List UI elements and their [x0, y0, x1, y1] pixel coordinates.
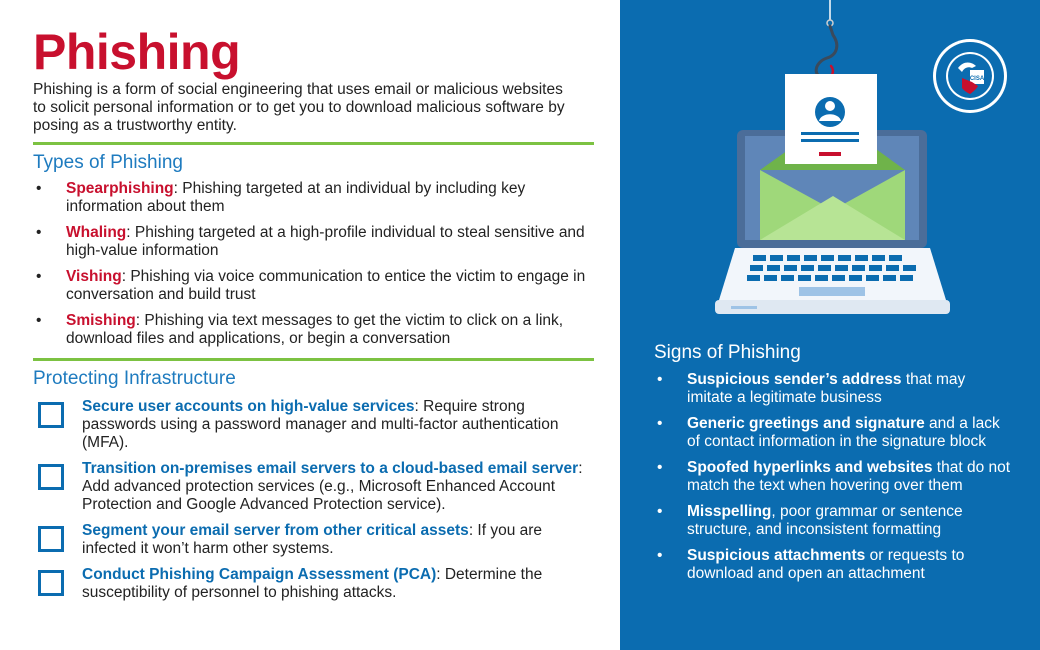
protect-desc: : Add advanced protection services (e.g., Microsoft Enhanced Account Protection and Google Advanced Protection service).	[82, 460, 583, 513]
type-desc: : Phishing via voice communication to entice the victim to engage in conversation and build trust	[66, 268, 586, 303]
bullet: •	[657, 503, 663, 520]
protect-heading: Protecting Infrastructure	[33, 368, 236, 389]
protect-desc: : If you are infected it won’t harm other systems.	[82, 522, 543, 557]
list-item	[33, 268, 593, 304]
protect-desc: : Determine the susceptibility of personnel to phishing attacks.	[82, 566, 543, 601]
bullet: •	[36, 224, 42, 241]
right-panel	[620, 0, 1040, 650]
envelope-icon	[760, 74, 905, 240]
bullet: •	[36, 268, 42, 285]
sign-term: Spoofed hyperlinks and websites	[687, 459, 933, 476]
page-title: Phishing	[33, 24, 241, 80]
type-desc: : Phishing targeted at a high-profile individual to steal sensitive and high-value information	[66, 224, 585, 259]
list-item	[33, 312, 593, 348]
list-item	[654, 503, 1014, 539]
sign-term: Suspicious attachments	[687, 547, 866, 564]
list-item	[654, 415, 1014, 451]
checkbox-icon[interactable]	[38, 402, 64, 428]
protect-term: Segment your email server from other critical assets	[82, 522, 469, 539]
type-term: Smishing	[66, 312, 136, 329]
list-item	[33, 180, 593, 216]
divider	[33, 358, 594, 361]
logo-abbrev: CISA	[969, 76, 985, 82]
protect-term: Conduct Phishing Campaign Assessment (PCA)	[82, 566, 437, 583]
bullet: •	[657, 547, 663, 564]
checklist-item	[38, 460, 598, 514]
checkbox-icon[interactable]	[38, 526, 64, 552]
protect-term: Transition on-premises email servers to a cloud-based email server	[82, 460, 579, 477]
checklist-item	[38, 522, 598, 558]
fishing-hook-icon	[816, 0, 837, 78]
bullet: •	[657, 459, 663, 476]
checklist-item	[38, 398, 598, 452]
sign-desc: , poor grammar or sentence structure, and inconsistent formatting	[687, 503, 963, 538]
type-term: Spearphishing	[66, 180, 174, 197]
sign-term: Misspelling	[687, 503, 772, 520]
protect-list	[38, 398, 598, 602]
type-desc: : Phishing targeted at an individual by including key information about them	[66, 180, 526, 215]
sign-desc: that may imitate a legitimate business	[687, 371, 966, 406]
protect-desc: : Require strong passwords using a password manager and multi-factor authentication (MFA).	[82, 398, 559, 451]
checklist-item	[38, 566, 598, 602]
list-item	[654, 371, 1014, 407]
list-item	[654, 547, 1014, 583]
signs-heading: Signs of Phishing	[654, 342, 801, 363]
list-item	[33, 224, 593, 260]
phishing-illustration	[715, 0, 955, 330]
sign-term: Generic greetings and signature	[687, 415, 925, 432]
types-list	[33, 180, 593, 356]
list-item	[654, 459, 1014, 495]
sign-term: Suspicious sender’s address	[687, 371, 902, 388]
sign-desc: that do not match the text when hovering over them	[687, 459, 1011, 494]
bullet: •	[36, 312, 42, 329]
type-term: Whaling	[66, 224, 127, 241]
sign-desc: or requests to download and open an attachment	[687, 547, 965, 582]
bullet: •	[657, 415, 663, 432]
user-avatar-icon	[815, 97, 845, 127]
cisa-seal-logo	[932, 38, 1008, 114]
bullet: •	[657, 371, 663, 388]
type-term: Vishing	[66, 268, 122, 285]
divider	[33, 142, 594, 145]
types-heading: Types of Phishing	[33, 152, 183, 173]
protect-term: Secure user accounts on high-value services	[82, 398, 415, 415]
bullet: •	[36, 180, 42, 197]
checkbox-icon[interactable]	[38, 464, 64, 490]
type-desc: : Phishing via text messages to get the victim to click on a link, download files and applications, or begin a conversation	[66, 312, 564, 347]
signs-list	[654, 371, 1014, 591]
checkbox-icon[interactable]	[38, 570, 64, 596]
intro-paragraph: Phishing is a form of social engineering that uses email or malicious websites to solicit personal information or to get you to download malicious software by posing as a trustworthy entity.	[33, 81, 565, 134]
sign-desc: and a lack of contact information in the signature block	[687, 415, 1000, 450]
